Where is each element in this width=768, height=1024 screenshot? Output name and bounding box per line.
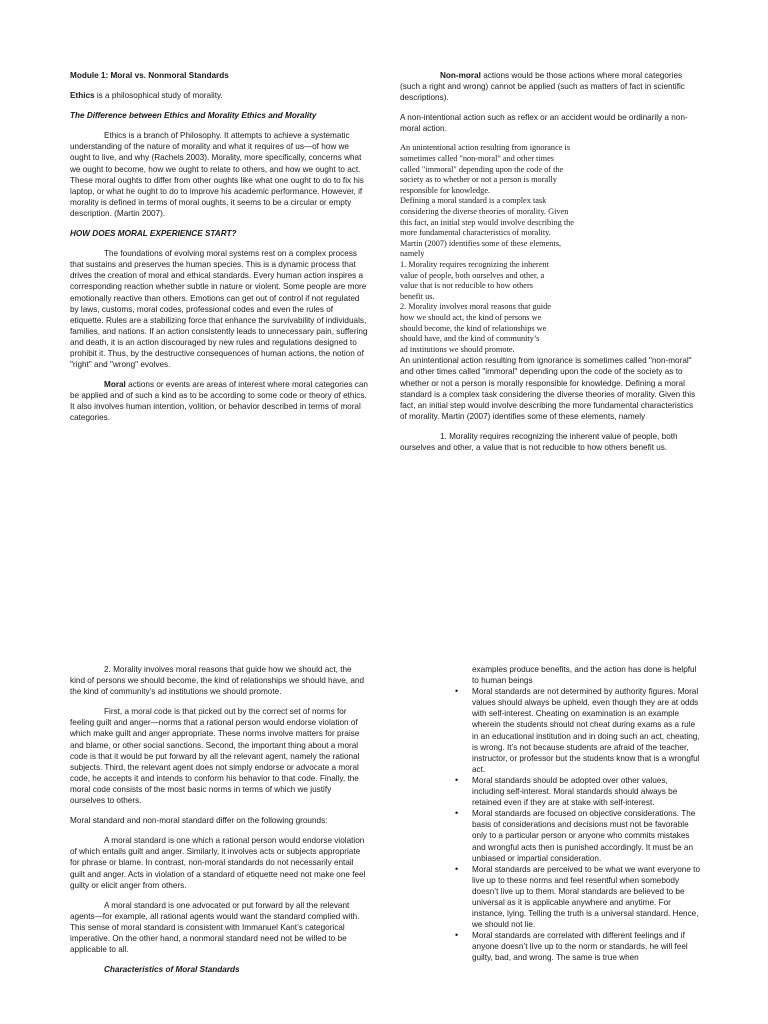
serif-line: benefit us.: [400, 291, 435, 301]
paragraph-grounds: Moral standard and non-moral standard differ on the following grounds:: [70, 816, 328, 826]
right-column: [400, 70, 700, 462]
serif-line: 2. Morality involves moral reasons that guide: [400, 302, 551, 312]
ethics-term: Ethics: [70, 91, 95, 101]
paragraph-lead: examples produce benefits, and the action has done is helpful to human beings: [472, 665, 697, 686]
paragraph-moral-standard-2: A moral standard is one advocated or put forward by all the relevant agents—for example, all rational agents would want the standard complied with. This sense of moral standard is consistent with Immanuel Kant’s categorical imperative. On the other hand, a nonmoral standard need not be willed to be applicable to all.: [70, 900, 360, 955]
serif-pasted-block: [400, 143, 700, 355]
serif-line: more fundamental characteristics of morality.: [400, 228, 551, 238]
characteristics-list: [454, 686, 700, 963]
paragraph-moral-actions: [70, 379, 368, 423]
list-item: • Moral standards are perceived to be what we want everyone to live up to these norms and feel resentful when somebody doesn’t live up to them. Moral standards are believed to be universal as it is applicable anywhere and anytime. For instance, lying. Telling the truth is a universal standard. Hence, we should not lie.: [472, 864, 700, 931]
list-item: • Moral standards should be adopted over other values, including self-interest. Moral standards should always be retained even if they are at stake with self-interest.: [472, 775, 700, 808]
nonmoral-text: actions would be those actions where moral categories (such a right and wrong) cannot be applied (such as matters of fact in scientific descriptions).: [400, 71, 685, 103]
moral-term: Moral: [104, 380, 126, 390]
list-item: • Moral standards are not determined by authority figures. Moral values should always be upheld, even though they are at odds with self-interest. Cheating on examination is an example wherein the students should not cheat during exams as a rule in an educational institution and in doing such an act, cheating, is wrong. It’s not because students are afraid of the teacher, instructor, or professor but the students know that is a wrongful act.: [472, 686, 700, 775]
left-column: [70, 70, 368, 433]
list-item: • Moral standards are focused on objective considerations. The basis of considerations and decisions must not be favorable only to a particular person or anyone who commits mistakes and wrongful acts then is punished accordingly. It must be an unbiased or impartial consideration.: [472, 808, 700, 863]
serif-line: value of people, both ourselves and other, a: [400, 270, 545, 280]
paragraph-moral-standard-1: A moral standard is one which a rational person would endorse violation of which entails guilt and anger. Similarly, it involves acts or subjects appropriate for phrase or blame. In contrast, non-moral standards do not necessarily entail guilt and anger. Acts in violation of a standard of etiquette need not make one feel guilty or elicit anger from others.: [70, 836, 366, 890]
left-column: [70, 664, 368, 984]
moral-actions-text: actions or events are areas of interest where moral categories can be applied and of such a kind as to be according to some code or theory of ethics. It also involves human intention, volition, or behavior described in terms of moral categories.: [70, 380, 368, 423]
module-title: Module 1: Moral vs. Nonmoral Standards: [70, 71, 229, 80]
nonmoral-term: Non-moral: [440, 71, 481, 80]
right-column: [454, 664, 700, 964]
document-page-2: [0, 650, 768, 1024]
ethics-definition: [70, 90, 368, 101]
paragraph-unintentional: An unintentional action resulting from ignorance is sometimes called "non-moral" and other times called "immoral" depending upon the code of the society as to whether or not a person is morally responsible for knowledge. Defining a moral standard is a complex task considering the diverse theories of morality. Given this fact, an initial step would involve describing the more fundamental characteristics of morality. Martin (2007) identifies some of these elements, namely: [400, 356, 696, 421]
serif-line: value that is not reducible to how others: [400, 281, 533, 291]
serif-line: how we should act, the kind of persons we: [400, 312, 542, 322]
paragraph-foundations: The foundations of evolving moral systems rest on a complex process that sustains and preserves the human species. This is a dynamic process that drives the creation of moral and ethical standards. Every human action inspires a corresponding reaction whether subtle in nature or violent. Some people are more emotionally reactive than others. Emotions can get out of control if not regulated by laws, customs, moral codes, professional codes and even the rules of etiquette. Rules are a stabilizing force that enhance the survivability of individuals, families, and nations. If an action consistently leads to unnecessary pain, suffering and death, it is an action discouraged by new rules and regulations designed to prohibit it. Thus, by the destructive consequences of human actions, the notion of "right" and "wrong" evolves.: [70, 249, 368, 370]
serif-line: Defining a moral standard is a complex task: [400, 196, 547, 206]
serif-line: ad institutions we should promote.: [400, 344, 515, 354]
serif-line: responsible for knowledge.: [400, 185, 491, 195]
ethics-def-text: is a philosophical study of morality.: [94, 91, 223, 101]
serif-line: considering the diverse theories of morality. Given: [400, 207, 569, 217]
serif-line: sometimes called "non-moral" and other times: [400, 154, 555, 164]
section-heading-characteristics: Characteristics of Moral Standards: [104, 965, 240, 975]
paragraph-morality-point-1: 1. Morality requires recognizing the inherent value of people, both ourselves and other, a value that is not reducible to how others benefit us.: [400, 431, 678, 452]
section-subheading: The Difference between Ethics and Morality Ethics and Morality: [70, 111, 317, 121]
serif-line: An unintentional action resulting from ignorance is: [400, 143, 571, 153]
paragraph-moral-code: First, a moral code is that picked out by the correct set of norms for feeling guilt and anger—norms that a rational person would endorse violation of which make guilt and anger appropriate. These norms involve matters for praise and blame, or other social sanctions. Second, the important thing about a moral code is that it would be put forward by all the relevant agent, namely the rational subjects. Third, the relevant agent does not simply endorse or advocate a moral code, he accepts it and intends to conform his behavior to that code. Finally, the moral code consists of the most basic norms in terms of which we justify ourselves to others.: [70, 707, 360, 806]
serif-line: 1. Morality requires recognizing the inherent: [400, 260, 549, 269]
serif-line: this fact, an initial step would involve describing the: [400, 217, 574, 227]
paragraph-non-intentional: A non-intentional action such as reflex or an accident would be ordinarily a non-moral action.: [400, 113, 688, 134]
serif-line: should become, the kind of relationships we: [400, 323, 547, 333]
serif-line: Martin (2007) identifies some of these elements,: [400, 238, 562, 248]
serif-line: namely: [400, 249, 425, 259]
section-heading-moral-experience: HOW DOES MORAL EXPERIENCE START?: [70, 229, 237, 239]
list-item: • Moral standards are correlated with different feelings and if anyone doesn’t live up to the norm or standards, he will feel guilty, bad, and wrong. The same is true when: [472, 930, 700, 963]
paragraph-nonmoral: [400, 70, 700, 103]
serif-line: society as to whether or not a person is morally: [400, 175, 557, 185]
serif-line: should have, and the kind of community’s: [400, 334, 540, 344]
paragraph-ethics-branch: Ethics is a branch of Philosophy. It attempts to achieve a systematic understanding of the nature of morality and what it requires of us—of how we ought to live, and why (Rachels 2003). Morality, more specifically, concerns what we ought to become, how we ought to relate to others, and how we ought to act. These moral oughts to differ from other oughts like what one ought to do to fix his laptop, or what he ought to do to improve his academic performance. However, if morality is defined in terms of moral oughts, it seems to be a circular or empty description. (Martin 2007).: [70, 131, 364, 218]
serif-line: called "immoral" depending upon the code of the: [400, 164, 564, 174]
paragraph-morality-point-2: 2. Morality involves moral reasons that guide how we should act, the kind of persons we should become, the kind of relationships we should have, and the kind of community’s ad institutions we should promote.: [70, 665, 365, 697]
